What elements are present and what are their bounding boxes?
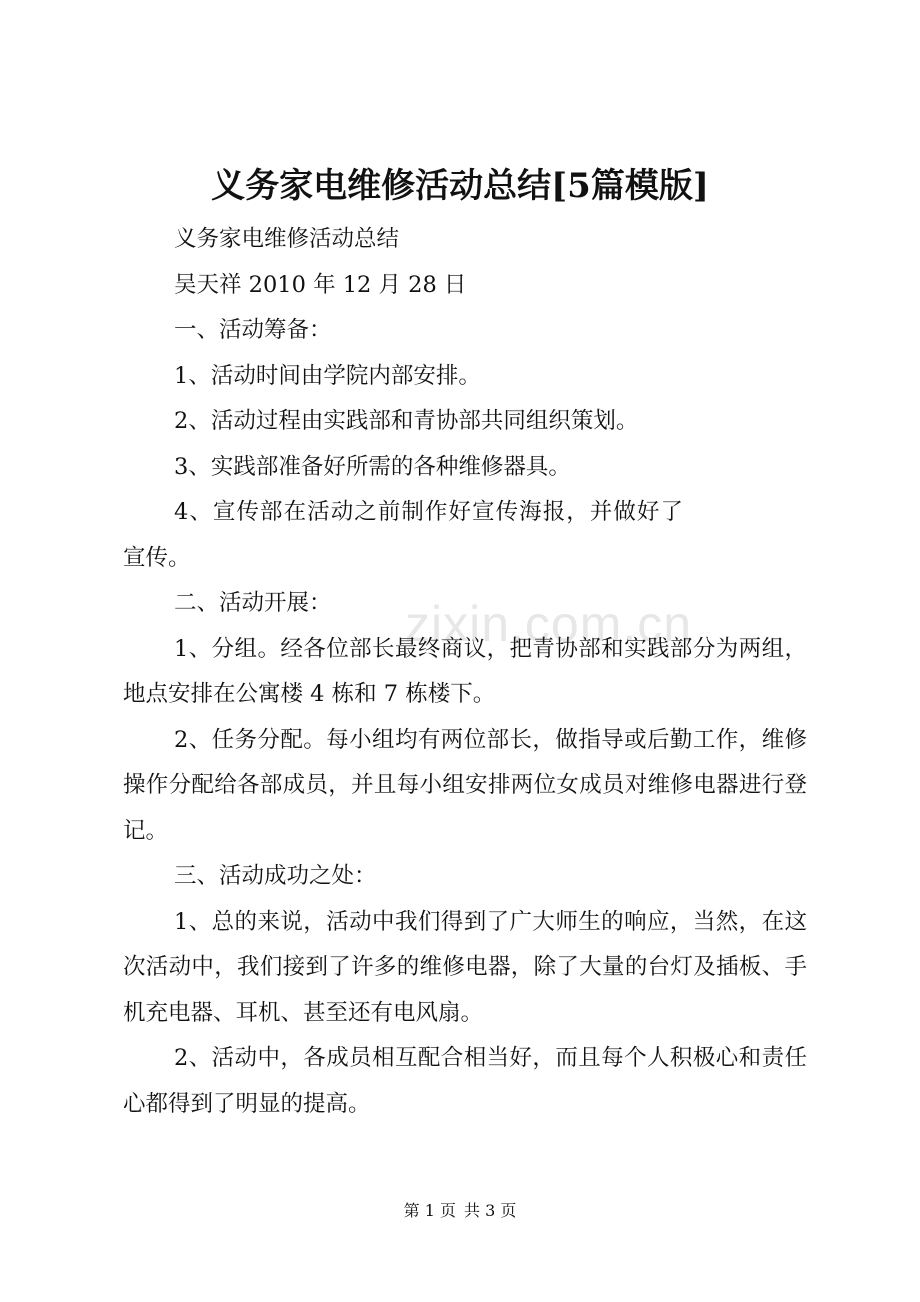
section-heading-success: 三、活动成功之处： — [174, 863, 377, 889]
paragraph: 2、活动过程由实践部和青协部共同组织策划。 — [174, 408, 639, 434]
paragraph: 2、任务分配。每小组均有两位部长，做指导或后勤工作，维修操作分配给各部成员，并且每小组安排两位女成员对维修电器进行登记。 — [123, 726, 807, 844]
document-title: 义务家电维修活动总结[5篇模版] — [211, 166, 709, 206]
paragraph: 1、分组。经各位部长最终商议，把青协部和实践部分为两组，地点安排在公寓楼 4 栋和 7 栋楼下。 — [123, 635, 807, 707]
page-footer — [0, 1199, 920, 1223]
page-total: 共 3 页 — [464, 1201, 517, 1220]
paragraph: 3、实践部准备好所需的各种维修器具。 — [174, 453, 571, 480]
section-heading-execution: 二、活动开展： — [174, 590, 332, 616]
page-number: 第 1 页 — [403, 1201, 456, 1220]
document-body — [123, 217, 807, 1127]
paragraph: 1、活动时间由学院内部安排。 — [174, 362, 481, 389]
paragraph: 4、宣传部在活动之前制作好宣传海报，并做好了宣传。 — [123, 499, 683, 571]
subtitle: 义务家电维修活动总结 — [174, 226, 400, 252]
paragraph: 1、总的来说，活动中我们得到了广大师生的响应，当然，在这次活动中，我们接到了许多的维修电器，除了大量的台灯及插板、手机充电器、耳机、甚至还有电风扇。 — [123, 908, 807, 1026]
watermark: zixin.com.cn — [405, 596, 693, 652]
author-date: 吴天祥 2010 年 12 月 28 日 — [174, 271, 467, 298]
section-heading-preparation: 一、活动筹备： — [174, 317, 332, 343]
paragraph: 2、活动中，各成员相互配合相当好，而且每个人积极心和责任心都得到了明显的提高。 — [123, 1045, 807, 1117]
